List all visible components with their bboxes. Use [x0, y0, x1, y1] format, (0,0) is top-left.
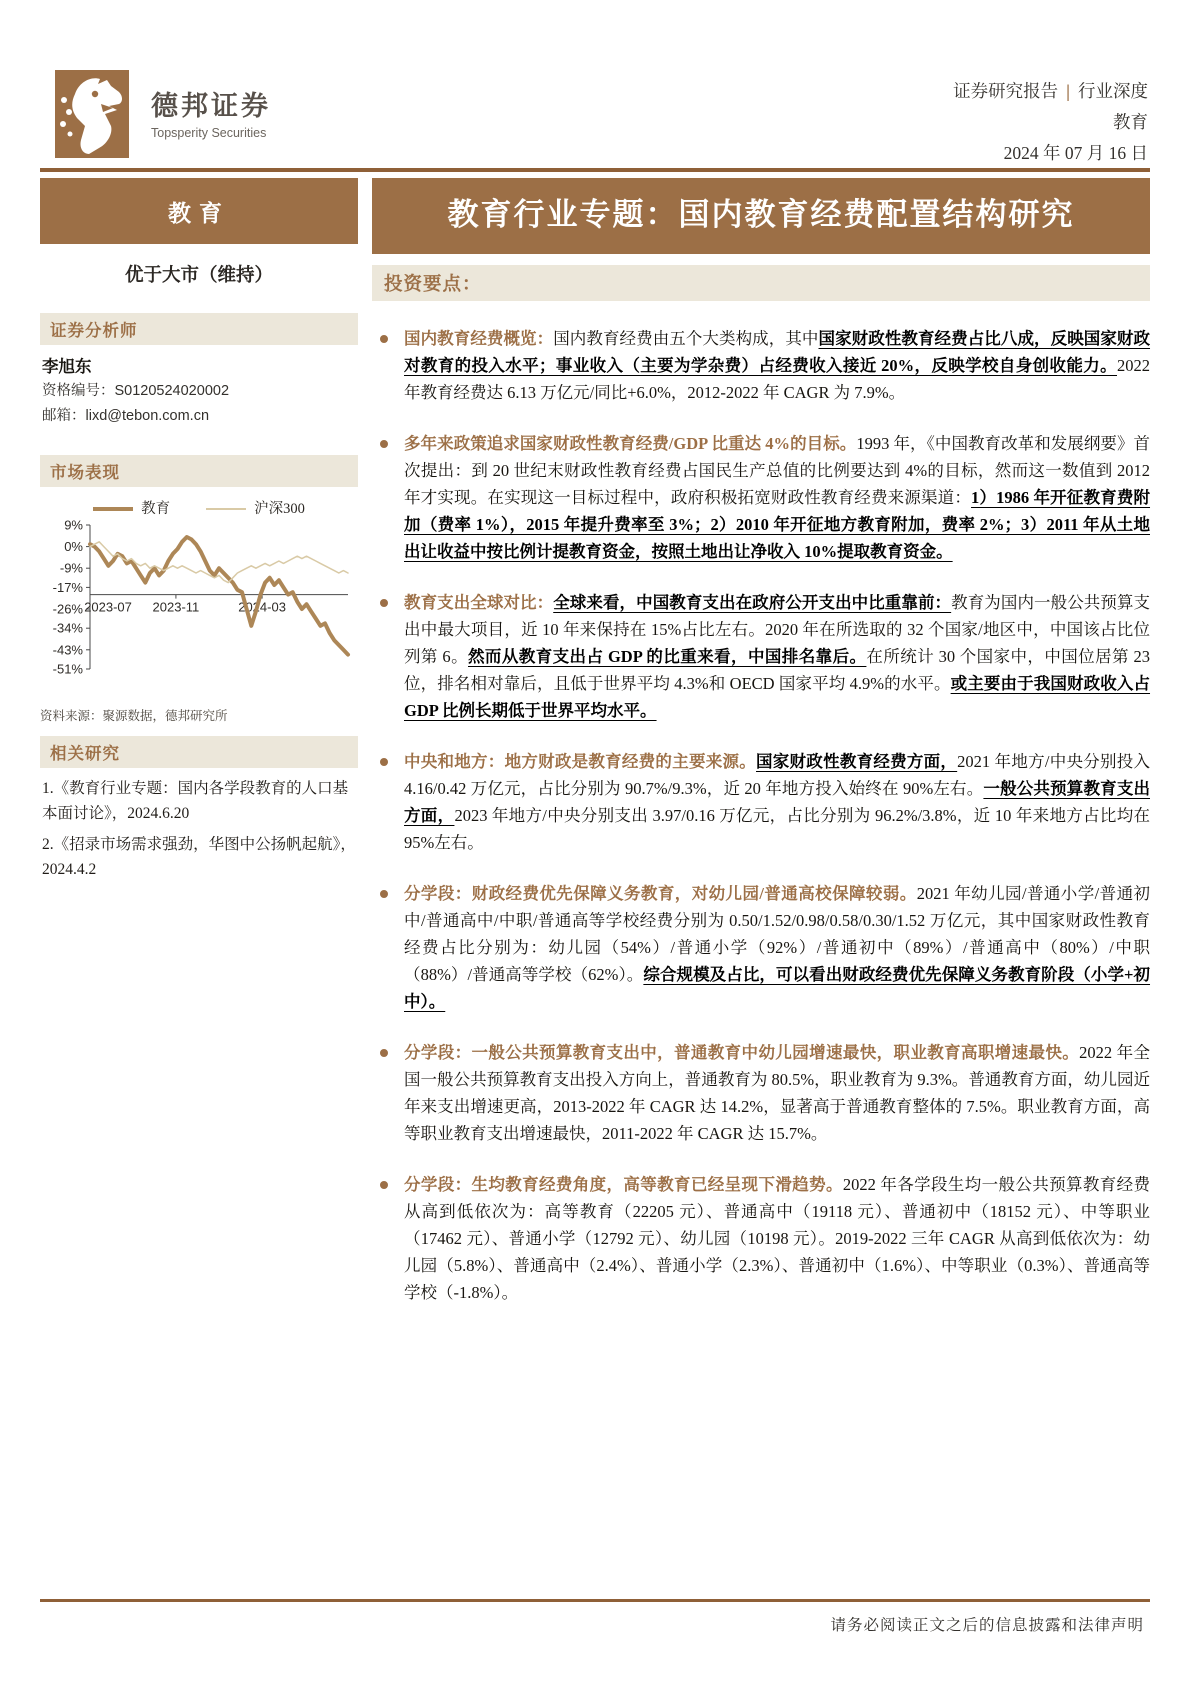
bullet-segment: 1）1986 年开征教育费附加（费率 1%），2015 年提升费率至 3%；2）2010 年开征地方教育附加，费率 2%；3）2011 年从土地出让收益中按比例计提教育资金，按照土地出让净收入 10%提取教育资金。	[404, 488, 1151, 561]
bullet-segment: 教育为国内一般公共预算支出中最大项目，近 10 年来保持在 15%占比左右。2020 年在所选取的 32 个国家/地区中，中国该占比位列第 6。	[404, 593, 1151, 666]
brand-logo	[55, 70, 271, 158]
legend-label: 教育	[141, 500, 171, 517]
related-item: 2.《招录市场需求强劲，华图中公扬帆起航》，2024.4.2	[42, 836, 356, 878]
bullet-segment: 分学段：财政经费优先保障义务教育，对幼儿园/普通高校保障较弱。	[404, 884, 917, 903]
bullet-segment: 分学段：一般公共预算教育支出中，普通教育中幼儿园增速最快，职业教育高职增速最快。	[404, 1043, 1080, 1062]
report-date: 2024 年 07 月 16 日	[1003, 143, 1148, 163]
svg-text:-26%: -26%	[52, 601, 83, 617]
legend-item-edu	[93, 497, 170, 518]
bullet-segment: 国内教育经费由五个大类构成，其中	[553, 329, 819, 348]
analyst-info	[40, 354, 358, 429]
bullet-segment: 国家财政性教育经费方面，	[756, 752, 958, 771]
bullet-segment: 分学段：生均教育经费角度，高等教育已经呈现下滑趋势。	[404, 1175, 843, 1194]
edu-line-sample	[93, 507, 133, 511]
industry-box: 教育	[40, 178, 358, 244]
bullet-item	[372, 880, 1150, 1015]
bullet-segment: 1993 年，《中国教育改革和发展纲要》首次提出：到 20 世纪末财政性教育经费占国民生产总值的比例要达到 4%的目标，然而这一数值到 2012 年才实现。在实现这一目标过程中，政府积极拓宽财政性教育经费来源渠道：	[404, 434, 1150, 507]
svg-text:9%: 9%	[64, 519, 83, 533]
bullet-item	[372, 325, 1150, 406]
chart-legend	[40, 495, 358, 519]
hs300-line-sample	[206, 508, 246, 510]
bullet-segment: 或主要由于我国财政收入占 GDP 比例长期低于世界平均水平。	[404, 674, 1151, 720]
brand-name: 德邦证券	[151, 91, 271, 121]
bullet-item	[372, 589, 1150, 724]
svg-text:-51%: -51%	[52, 661, 83, 677]
header-meta	[953, 76, 1148, 169]
bullet-segment: 2021 年地方/中央分别投入 4.16/0.42 万亿元，占比分别为 90.7%/9.3%，近 20 年地方投入始终在 90%左右。	[404, 752, 1151, 798]
performance-line-chart	[40, 519, 358, 691]
bullet-segment: 多年来政策追求国家财政性教育经费/GDP 比重达 4%的目标。	[404, 434, 857, 453]
svg-text:-43%: -43%	[52, 642, 83, 658]
analyst-cert: 资格编号：S0120524020002	[42, 383, 230, 399]
source-note: 资料来源：聚源数据，德邦研究所	[40, 709, 228, 723]
highlights-title: 投资要点：	[372, 265, 1150, 301]
bullet-segment: 2022 年全国一般公共预算教育支出投入方向上，普通教育为 80.5%，职业教育为 9.3%。普通教育方面，幼儿园近年来支出增速更高，2013-2022 年 CAGR 达 14.2%，显著高于普通教育整体的 7.5%。职业教育方面，高等职业教育支出增速最快，2011-2022 年 CAGR 达 15.7%。	[404, 1043, 1151, 1143]
svg-text:-34%: -34%	[52, 620, 83, 636]
analyst-name: 李旭东	[42, 357, 92, 376]
footer-divider	[40, 1599, 1150, 1602]
header-divider	[40, 168, 1150, 172]
related-list	[40, 776, 358, 882]
bullet-segment: 教育支出全球对比：	[404, 593, 554, 612]
svg-text:2023-07: 2023-07	[84, 599, 132, 615]
svg-text:2023-11: 2023-11	[152, 599, 200, 615]
bullet-segment: 中央和地方：地方财政是教育经费的主要来源。	[404, 752, 757, 771]
svg-text:0%: 0%	[64, 539, 83, 555]
bullet-segment: 2023 年地方/中央分别支出 3.97/0.16 万亿元，占比分别为 96.2%/3.8%，近 10 年来地方占比均在 95%左右。	[404, 806, 1151, 852]
analyst-section-title: 证券分析师	[40, 313, 358, 345]
report-type: 证券研究报告	[953, 81, 1059, 101]
svg-text:2024-03: 2024-03	[238, 599, 286, 615]
bullet-item	[372, 748, 1150, 856]
bullet-segment: 国内教育经费概览：	[404, 329, 554, 348]
bullet-segment: 2022 年教育经费达 6.13 万亿元/同比+6.0%，2012-2022 年 CAGR 为 7.9%。	[404, 356, 1150, 402]
related-item: 1.《教育行业专题：国内各学段教育的人口基本面讨论》，2024.6.20	[42, 780, 349, 822]
svg-text:-17%: -17%	[52, 579, 83, 595]
rating-text: 优于大市（维持）	[124, 266, 273, 286]
bullet-item	[372, 1039, 1150, 1147]
bullet-segment: 国家财政性教育经费占比八成，反映国家财政对教育的投入水平；事业收入（主要为学杂费）占经费收入接近 20%，反映学校自身创收能力。	[404, 329, 1151, 375]
svg-text:-9%: -9%	[59, 560, 83, 576]
legend-item-hs300	[206, 497, 305, 518]
leopard-icon	[55, 70, 129, 158]
main-content	[372, 178, 1150, 1330]
bullet-item	[372, 430, 1150, 565]
bullet-segment: 然而从教育支出占 GDP 的比重来看，中国排名靠后。	[468, 647, 867, 666]
report-category: 行业深度	[1078, 81, 1148, 101]
bullet-segment: 2021 年幼儿园/普通小学/普通初中/普通高中/中职/普通高等学校经费分别为 0.50/1.52/0.98/0.58/0.30/1.52 万亿元，其中国家财政性教育经费占比分别为：幼儿园（54%）/普通小学（92%）/普通初中（89%）/普通高中（80%）/中职（88%）/普通高等学校（62%）。	[404, 884, 1150, 984]
report-type-line	[953, 76, 1148, 107]
related-section-title: 相关研究	[40, 736, 358, 768]
bullet-list	[372, 325, 1150, 1306]
bullet-segment: 全球来看，中国教育支出在政府公开支出中比重靠前：	[553, 593, 952, 612]
sidebar	[40, 178, 358, 888]
analyst-email: 邮箱：lixd@tebon.com.cn	[42, 408, 210, 424]
header-industry: 教育	[1113, 112, 1148, 132]
bullet-segment: 一般公共预算教育支出方面，	[404, 779, 1150, 825]
brand-subtitle: Topsperity Securities	[151, 126, 267, 140]
footer-disclaimer: 请务必阅读正文之后的信息披露和法律声明	[830, 1617, 1144, 1634]
separator: |	[1066, 81, 1070, 101]
bullet-item	[372, 1171, 1150, 1306]
page-title: 教育行业专题：国内教育经费配置结构研究	[372, 178, 1150, 254]
bullet-segment: 在所统计 30 个国家中，中国位居第 23 位，排名相对靠后，且低于世界平均 4.3%和 OECD 国家平均 4.9%的水平。	[404, 647, 1151, 693]
market-chart	[40, 495, 358, 696]
bullet-segment: 综合规模及占比，可以看出财政经费优先保障义务教育阶段（小学+初中）。	[404, 965, 1151, 1011]
market-section-title: 市场表现	[40, 455, 358, 487]
bullet-segment: 2022 年各学段生均一般公共预算教育经费从高到低依次为：高等教育（22205 元）、普通高中（19118 元）、普通初中（18152 元）、中等职业（17462 元）、普通小学（12792 元）、幼儿园（10198 元）。2019-2022 三年 CAGR 从高到低依次为：幼儿园（5.8%）、普通高中（2.4%）、普通小学（2.3%）、普通初中（1.6%）、中等职业（0.3%）、普通高等学校（-1.8%）。	[404, 1175, 1151, 1302]
legend-label: 沪深300	[254, 500, 305, 517]
